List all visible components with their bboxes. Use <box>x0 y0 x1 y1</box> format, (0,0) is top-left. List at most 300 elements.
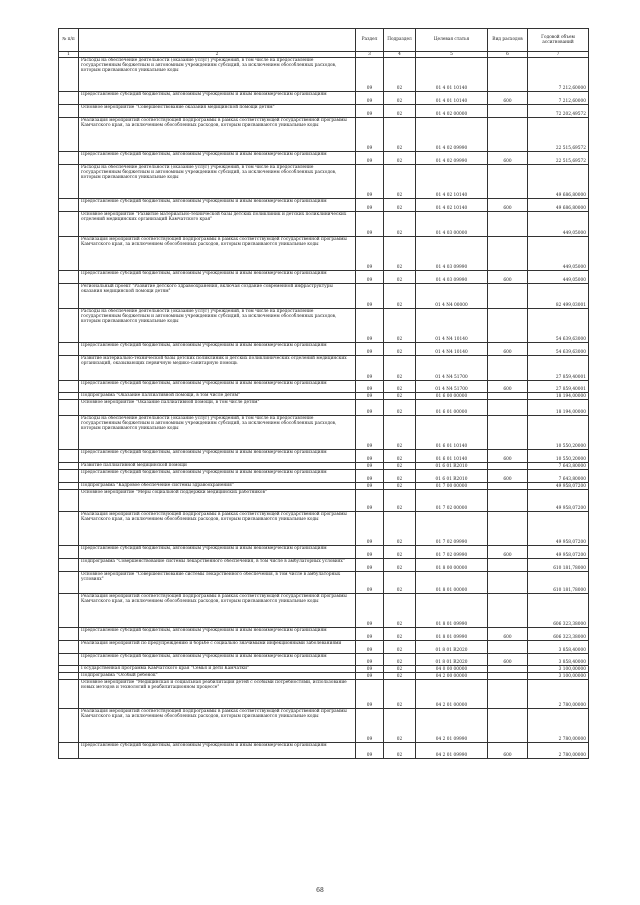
row-amount-cell: 49 958,07200 <box>528 490 589 512</box>
row-name-cell: Подпрограмма "Особый ребенок" <box>79 673 356 680</box>
row-amount-cell: 54 639,63000 <box>528 309 589 343</box>
row-section-cell: 09 <box>356 165 384 199</box>
row-target-article-cell: 01 4 02 00000 <box>416 105 488 118</box>
row-expense-type-cell <box>488 212 528 237</box>
row-section-cell: 09 <box>356 212 384 237</box>
table-row <box>59 512 589 546</box>
row-section-cell: 09 <box>356 356 384 381</box>
row-name-cell: Подпрограмма "Совершенствование системы лекарственного обеспечения, в том числе в амбулаторных условиях" <box>79 559 356 572</box>
row-name-cell: Предоставление субсидий бюджетным, автономным учреждениям и иным некоммерческим организациям <box>79 343 356 356</box>
row-number-cell <box>59 572 79 594</box>
row-section-cell: 09 <box>356 416 384 450</box>
row-number-cell <box>59 416 79 450</box>
table-row <box>59 559 589 572</box>
row-amount-cell: 3 100,00000 <box>528 666 589 673</box>
row-amount-cell: 49 958,07200 <box>528 546 589 559</box>
row-number-cell <box>59 212 79 237</box>
row-expense-type-cell <box>488 594 528 628</box>
row-section-cell: 09 <box>356 594 384 628</box>
row-subsection-cell: 02 <box>384 199 416 212</box>
row-subsection-cell: 02 <box>384 343 416 356</box>
row-amount-cell: 27 859,40001 <box>528 356 589 381</box>
row-target-article-cell: 04 0 00 00000 <box>416 666 488 673</box>
header-section: Раздел <box>356 29 384 52</box>
row-section-cell: 09 <box>356 271 384 284</box>
row-section-cell: 09 <box>356 309 384 343</box>
row-expense-type-cell <box>488 118 528 152</box>
row-expense-type-cell <box>488 673 528 680</box>
table-row <box>59 416 589 450</box>
header-number: № п/п <box>59 29 79 52</box>
row-number-cell <box>59 483 79 490</box>
row-number-cell <box>59 237 79 271</box>
table-row <box>59 400 589 416</box>
table-row <box>59 309 589 343</box>
column-number: 6 <box>488 52 528 58</box>
row-subsection-cell: 02 <box>384 512 416 546</box>
row-amount-cell: 610 181,78000 <box>528 559 589 572</box>
row-target-article-cell: 01 4 03 09990 <box>416 237 488 271</box>
row-name-cell: Предоставление субсидий бюджетным, автономным учреждениям и иным некоммерческим организациям <box>79 546 356 559</box>
row-expense-type-cell <box>488 309 528 343</box>
table-row <box>59 654 589 666</box>
row-section-cell: 09 <box>356 381 384 393</box>
row-number-cell <box>59 666 79 673</box>
table-row <box>59 641 589 654</box>
row-amount-cell: 10 550,20000 <box>528 450 589 463</box>
row-amount-cell: 449,05000 <box>528 271 589 284</box>
row-number-cell <box>59 512 79 546</box>
row-amount-cell: 54 639,63000 <box>528 343 589 356</box>
row-expense-type-cell: 600 <box>488 654 528 666</box>
row-section-cell: 09 <box>356 92 384 105</box>
row-section-cell: 09 <box>356 673 384 680</box>
row-target-article-cell: 04 2 00 00000 <box>416 673 488 680</box>
header-annual-amount: Годовой объем ассигнований <box>528 29 589 52</box>
header-expense-type: Вид расходов <box>488 29 528 52</box>
row-amount-cell: 606 323,38000 <box>528 628 589 641</box>
row-expense-type-cell: 600 <box>488 92 528 105</box>
row-target-article-cell: 01 6 01 R2010 <box>416 463 488 470</box>
row-subsection-cell: 02 <box>384 165 416 199</box>
row-number-cell <box>59 393 79 400</box>
row-target-article-cell: 01 8 01 R2020 <box>416 654 488 666</box>
row-target-article-cell: 01 4 N4 00000 <box>416 284 488 309</box>
row-amount-cell: 49 686,80000 <box>528 165 589 199</box>
row-name-cell: Основное мероприятие "Оказание паллиативной помощи, в том числе детям" <box>79 400 356 416</box>
column-number: 3 <box>356 52 384 58</box>
header-row <box>59 29 589 52</box>
row-number-cell <box>59 152 79 165</box>
row-subsection-cell: 02 <box>384 641 416 654</box>
table-row <box>59 237 589 271</box>
row-amount-cell: 610 181,78000 <box>528 572 589 594</box>
row-name-cell: Реализация мероприятий соответствующей подпрограммы в рамках соответствующей государственной программы Камчатского края, за исключением обособленных расходов, которым присваиваются уникальные коды <box>79 118 356 152</box>
row-subsection-cell: 02 <box>384 673 416 680</box>
row-number-cell <box>59 105 79 118</box>
row-section-cell: 09 <box>356 483 384 490</box>
row-expense-type-cell <box>488 416 528 450</box>
row-name-cell: Региональный проект "Развитие детского здравоохранения, включая создание современной инфраструктуры оказания медицинской помощи детям" <box>79 284 356 309</box>
row-target-article-cell: 01 4 N4 51700 <box>416 381 488 393</box>
row-section-cell: 09 <box>356 559 384 572</box>
row-number-cell <box>59 400 79 416</box>
row-target-article-cell: 01 4 02 10140 <box>416 199 488 212</box>
row-name-cell: Подпрограмма "Оказание паллиативной помощи, в том числе детям" <box>79 393 356 400</box>
row-subsection-cell: 02 <box>384 572 416 594</box>
table-body <box>59 58 589 759</box>
row-expense-type-cell <box>488 284 528 309</box>
table-row <box>59 356 589 381</box>
row-amount-cell: 7 212,60000 <box>528 92 589 105</box>
row-target-article-cell: 01 4 02 09990 <box>416 152 488 165</box>
row-subsection-cell: 02 <box>384 463 416 470</box>
table-row <box>59 628 589 641</box>
column-number: 1 <box>59 52 79 58</box>
row-name-cell: Основное мероприятие "Совершенствование оказания медицинской помощи детям" <box>79 105 356 118</box>
row-target-article-cell: 01 8 01 09990 <box>416 628 488 641</box>
row-expense-type-cell <box>488 680 528 709</box>
row-name-cell: Предоставление субсидий бюджетным, автономным учреждениям и иным некоммерческим организациям <box>79 152 356 165</box>
row-section-cell: 09 <box>356 470 384 483</box>
row-subsection-cell: 02 <box>384 709 416 743</box>
row-number-cell <box>59 271 79 284</box>
row-section-cell: 09 <box>356 666 384 673</box>
row-number-cell <box>59 709 79 743</box>
row-expense-type-cell <box>488 572 528 594</box>
row-target-article-cell: 01 8 00 00000 <box>416 559 488 572</box>
table-row <box>59 152 589 165</box>
row-target-article-cell: 01 8 01 R2020 <box>416 641 488 654</box>
column-number: 5 <box>416 52 488 58</box>
row-section-cell: 09 <box>356 490 384 512</box>
row-subsection-cell: 02 <box>384 212 416 237</box>
table-row <box>59 284 589 309</box>
row-expense-type-cell <box>488 400 528 416</box>
row-name-cell: Развитие материально-технической базы детских поликлиник и детских поликлинических отделений медицинских организаций, оказывающих первичную медико-санитарную помощь <box>79 356 356 381</box>
table-row <box>59 743 589 759</box>
row-number-cell <box>59 680 79 709</box>
row-amount-cell: 3 858,40000 <box>528 654 589 666</box>
row-amount-cell: 49 958,07200 <box>528 512 589 546</box>
row-section-cell: 09 <box>356 546 384 559</box>
row-number-cell <box>59 309 79 343</box>
row-amount-cell: 49 686,80000 <box>528 199 589 212</box>
header-subsection: Подраздел <box>384 29 416 52</box>
page-number: 68 <box>316 887 324 894</box>
row-section-cell: 09 <box>356 152 384 165</box>
row-section-cell: 09 <box>356 654 384 666</box>
row-amount-cell: 27 859,40001 <box>528 381 589 393</box>
table-row <box>59 92 589 105</box>
row-subsection-cell: 02 <box>384 450 416 463</box>
row-amount-cell: 18 194,00000 <box>528 400 589 416</box>
row-expense-type-cell <box>488 165 528 199</box>
row-expense-type-cell: 600 <box>488 628 528 641</box>
row-subsection-cell: 02 <box>384 559 416 572</box>
row-number-cell <box>59 199 79 212</box>
row-target-article-cell: 01 6 01 R2010 <box>416 470 488 483</box>
row-target-article-cell: 01 4 01 10140 <box>416 58 488 92</box>
row-name-cell: Основное мероприятие "Совершенствование системы лекарственного обеспечения, в том числе в амбулаторных условиях" <box>79 572 356 594</box>
table-row <box>59 709 589 743</box>
row-amount-cell: 7 643,80000 <box>528 463 589 470</box>
table-row <box>59 546 589 559</box>
row-amount-cell: 2 780,00000 <box>528 680 589 709</box>
row-number-cell <box>59 559 79 572</box>
row-name-cell: Предоставление субсидий бюджетным, автономным учреждениям и иным некоммерческим организациям <box>79 381 356 393</box>
table-row <box>59 483 589 490</box>
row-section-cell: 09 <box>356 393 384 400</box>
table-row <box>59 470 589 483</box>
row-expense-type-cell <box>488 237 528 271</box>
row-subsection-cell: 02 <box>384 546 416 559</box>
table-row <box>59 594 589 628</box>
row-number-cell <box>59 92 79 105</box>
row-subsection-cell: 02 <box>384 381 416 393</box>
row-target-article-cell: 04 2 01 00000 <box>416 680 488 709</box>
row-section-cell: 09 <box>356 709 384 743</box>
budget-table-sheet <box>58 28 588 759</box>
row-target-article-cell: 04 2 01 09990 <box>416 743 488 759</box>
row-name-cell: Расходы на обеспечение деятельности (оказание услуг) учреждений, в том числе на предоставление государственным бюджетным и автономным учреждениям субсидий, за исключением обособленных расходов, которым присваиваются уникальные коды <box>79 309 356 343</box>
row-name-cell: Предоставление субсидий бюджетным, автономным учреждениям и иным некоммерческим организациям <box>79 271 356 284</box>
column-number: 7 <box>528 52 589 58</box>
table-row <box>59 199 589 212</box>
row-name-cell: Реализация мероприятий соответствующей подпрограммы в рамках соответствующей государственной программы Камчатского края, за исключением обособленных расходов, которым присваиваются уникальные коды <box>79 709 356 743</box>
row-expense-type-cell <box>488 58 528 92</box>
row-expense-type-cell <box>488 105 528 118</box>
row-expense-type-cell: 600 <box>488 546 528 559</box>
row-target-article-cell: 01 4 01 10140 <box>416 92 488 105</box>
column-number: 2 <box>79 52 356 58</box>
row-expense-type-cell <box>488 356 528 381</box>
row-target-article-cell: 01 7 02 09990 <box>416 546 488 559</box>
table-row <box>59 165 589 199</box>
table-row <box>59 58 589 92</box>
row-number-cell <box>59 356 79 381</box>
row-subsection-cell: 02 <box>384 483 416 490</box>
table-row <box>59 393 589 400</box>
row-amount-cell: 449,05000 <box>528 212 589 237</box>
row-section-cell: 09 <box>356 400 384 416</box>
row-number-cell <box>59 673 79 680</box>
row-subsection-cell: 02 <box>384 416 416 450</box>
row-number-cell <box>59 343 79 356</box>
row-target-article-cell: 01 7 00 00000 <box>416 483 488 490</box>
row-name-cell: Расходы на обеспечение деятельности (оказание услуг) учреждений, в том числе на предоставление государственным бюджетным и автономным учреждениям субсидий, за исключением обособленных расходов, которым присваиваются уникальные коды <box>79 416 356 450</box>
row-subsection-cell: 02 <box>384 400 416 416</box>
row-name-cell: Подпрограмма "Кадровое обеспечение системы здравоохранения" <box>79 483 356 490</box>
row-amount-cell: 3 100,00000 <box>528 673 589 680</box>
header-name <box>79 29 356 52</box>
row-subsection-cell: 02 <box>384 271 416 284</box>
table-row <box>59 381 589 393</box>
row-name-cell: Основное мероприятие "Медицинская и социальная реабилитация детей с особыми потребностями, использование новых методов и технологий в реабилитационном процессе" <box>79 680 356 709</box>
row-amount-cell: 72 202,49572 <box>528 105 589 118</box>
row-target-article-cell: 01 4 03 09990 <box>416 271 488 284</box>
row-expense-type-cell: 600 <box>488 381 528 393</box>
row-name-cell: Предоставление субсидий бюджетным, автономным учреждениям и иным некоммерческим организациям <box>79 743 356 759</box>
row-amount-cell: 3 858,40000 <box>528 641 589 654</box>
table-row <box>59 450 589 463</box>
row-amount-cell: 449,05000 <box>528 237 589 271</box>
row-section-cell: 09 <box>356 237 384 271</box>
table-row <box>59 572 589 594</box>
row-subsection-cell: 02 <box>384 105 416 118</box>
row-target-article-cell: 01 8 01 09990 <box>416 594 488 628</box>
row-section-cell: 09 <box>356 105 384 118</box>
row-amount-cell: 606 323,38000 <box>528 594 589 628</box>
row-expense-type-cell: 600 <box>488 450 528 463</box>
row-number-cell <box>59 470 79 483</box>
row-section-cell: 09 <box>356 628 384 641</box>
row-expense-type-cell <box>488 463 528 470</box>
row-target-article-cell: 01 4 03 00000 <box>416 212 488 237</box>
row-subsection-cell: 02 <box>384 92 416 105</box>
table-row <box>59 343 589 356</box>
row-subsection-cell: 02 <box>384 594 416 628</box>
row-expense-type-cell: 600 <box>488 199 528 212</box>
row-target-article-cell: 01 8 01 00000 <box>416 572 488 594</box>
row-number-cell <box>59 165 79 199</box>
row-target-article-cell: 01 4 02 10140 <box>416 165 488 199</box>
row-target-article-cell: 01 4 02 09990 <box>416 118 488 152</box>
row-amount-cell: 10 550,20000 <box>528 416 589 450</box>
row-subsection-cell: 02 <box>384 284 416 309</box>
table-row <box>59 105 589 118</box>
row-expense-type-cell <box>488 641 528 654</box>
row-expense-type-cell <box>488 709 528 743</box>
row-name-cell: Реализация мероприятий соответствующей подпрограммы в рамках соответствующей государственной программы Камчатского края, за исключением обособленных расходов, которым присваиваются уникальные коды <box>79 512 356 546</box>
row-target-article-cell: 01 6 01 10140 <box>416 416 488 450</box>
row-name-cell: Предоставление субсидий бюджетным, автономным учреждениям и иным некоммерческим организациям <box>79 450 356 463</box>
row-section-cell: 09 <box>356 641 384 654</box>
row-name-cell: Реализация мероприятий соответствующей подпрограммы в рамках соответствующей государственной программы Камчатского края, за исключением обособленных расходов, которым присваиваются уникальные коды <box>79 237 356 271</box>
row-name-cell: Предоставление субсидий бюджетным, автономным учреждениям и иным некоммерческим организациям <box>79 92 356 105</box>
row-name-cell: Расходы на обеспечение деятельности (оказание услуг) учреждений, в том числе на предоставление государственным бюджетным и автономным учреждениям субсидий, за исключением обособленных расходов, которым присваиваются уникальные коды <box>79 58 356 92</box>
row-target-article-cell: 04 2 01 09990 <box>416 709 488 743</box>
row-section-cell: 09 <box>356 743 384 759</box>
row-expense-type-cell: 600 <box>488 271 528 284</box>
table-row <box>59 673 589 680</box>
row-section-cell: 09 <box>356 463 384 470</box>
row-number-cell <box>59 490 79 512</box>
row-name-cell: Расходы на обеспечение деятельности (оказание услуг) учреждений, в том числе на предоставление государственным бюджетным и автономным учреждениям субсидий, за исключением обособленных расходов, которым присваиваются уникальные коды <box>79 165 356 199</box>
row-number-cell <box>59 546 79 559</box>
row-number-cell <box>59 381 79 393</box>
table-row <box>59 212 589 237</box>
row-amount-cell: 7 643,80000 <box>528 470 589 483</box>
row-name-cell: Предоставление субсидий бюджетным, автономным учреждениям и иным некоммерческим организациям <box>79 470 356 483</box>
row-amount-cell: 18 194,00000 <box>528 393 589 400</box>
row-number-cell <box>59 118 79 152</box>
row-section-cell: 09 <box>356 118 384 152</box>
table-row <box>59 118 589 152</box>
row-subsection-cell: 02 <box>384 309 416 343</box>
row-number-cell <box>59 641 79 654</box>
row-subsection-cell: 02 <box>384 628 416 641</box>
row-expense-type-cell <box>488 393 528 400</box>
row-subsection-cell: 02 <box>384 58 416 92</box>
table-row <box>59 666 589 673</box>
row-target-article-cell: 01 4 N4 51700 <box>416 356 488 381</box>
row-section-cell: 09 <box>356 450 384 463</box>
row-subsection-cell: 02 <box>384 654 416 666</box>
row-name-cell: Предоставление субсидий бюджетным, автономным учреждениям и иным некоммерческим организациям <box>79 654 356 666</box>
row-expense-type-cell <box>488 490 528 512</box>
row-target-article-cell: 01 4 N4 10140 <box>416 343 488 356</box>
row-amount-cell: 2 780,00000 <box>528 743 589 759</box>
row-target-article-cell: 01 4 N4 10140 <box>416 309 488 343</box>
row-section-cell: 09 <box>356 343 384 356</box>
row-subsection-cell: 02 <box>384 356 416 381</box>
row-target-article-cell: 01 7 02 00000 <box>416 490 488 512</box>
row-section-cell: 09 <box>356 680 384 709</box>
row-subsection-cell: 02 <box>384 237 416 271</box>
row-expense-type-cell: 600 <box>488 470 528 483</box>
row-name-cell: Основное мероприятие "Развитие материально-технической базы детских поликлиник и детских поликлинических отделений медицинских организаций Камчатского края" <box>79 212 356 237</box>
column-number: 4 <box>384 52 416 58</box>
row-name-cell: Реализация мероприятий по предупреждению и борьбе с социально значимыми инфекционными заболеваниями <box>79 641 356 654</box>
row-name-cell: Развитие паллиативной медицинской помощи <box>79 463 356 470</box>
row-subsection-cell: 02 <box>384 470 416 483</box>
row-subsection-cell: 02 <box>384 152 416 165</box>
row-expense-type-cell: 600 <box>488 743 528 759</box>
row-number-cell <box>59 58 79 92</box>
row-target-article-cell: 01 6 00 00000 <box>416 393 488 400</box>
row-expense-type-cell: 600 <box>488 343 528 356</box>
row-subsection-cell: 02 <box>384 666 416 673</box>
table-row <box>59 490 589 512</box>
row-section-cell: 09 <box>356 284 384 309</box>
row-name-cell: Реализация мероприятий соответствующей подпрограммы в рамках соответствующей государственной программы Камчатского края, за исключением обособленных расходов, которым присваиваются уникальные коды <box>79 594 356 628</box>
row-number-cell <box>59 743 79 759</box>
row-number-cell <box>59 463 79 470</box>
row-name-cell: Предоставление субсидий бюджетным, автономным учреждениям и иным некоммерческим организациям <box>79 628 356 641</box>
row-amount-cell: 82 499,03001 <box>528 284 589 309</box>
row-expense-type-cell <box>488 512 528 546</box>
row-amount-cell: 22 515,69572 <box>528 118 589 152</box>
table-row <box>59 463 589 470</box>
row-expense-type-cell <box>488 483 528 490</box>
row-subsection-cell: 02 <box>384 743 416 759</box>
row-expense-type-cell: 600 <box>488 152 528 165</box>
row-number-cell <box>59 450 79 463</box>
table-row <box>59 271 589 284</box>
row-number-cell <box>59 654 79 666</box>
row-subsection-cell: 02 <box>384 118 416 152</box>
row-name-cell: Основное мероприятие "Меры социальной поддержки медицинских работников" <box>79 490 356 512</box>
row-section-cell: 09 <box>356 199 384 212</box>
row-section-cell: 09 <box>356 572 384 594</box>
row-expense-type-cell <box>488 559 528 572</box>
budget-table <box>58 28 589 759</box>
row-section-cell: 09 <box>356 58 384 92</box>
row-name-cell: Государственная программа Камчатского края "Семья и дети Камчатки" <box>79 666 356 673</box>
row-amount-cell: 2 780,00000 <box>528 709 589 743</box>
row-name-cell: Предоставление субсидий бюджетным, автономным учреждениям и иным некоммерческим организациям <box>79 199 356 212</box>
row-target-article-cell: 01 6 01 10140 <box>416 450 488 463</box>
row-section-cell: 09 <box>356 512 384 546</box>
row-amount-cell: 7 212,60000 <box>528 58 589 92</box>
row-number-cell <box>59 628 79 641</box>
table-row <box>59 680 589 709</box>
row-amount-cell: 22 515,69572 <box>528 152 589 165</box>
row-target-article-cell: 01 6 01 00000 <box>416 400 488 416</box>
row-subsection-cell: 02 <box>384 393 416 400</box>
row-subsection-cell: 02 <box>384 680 416 709</box>
